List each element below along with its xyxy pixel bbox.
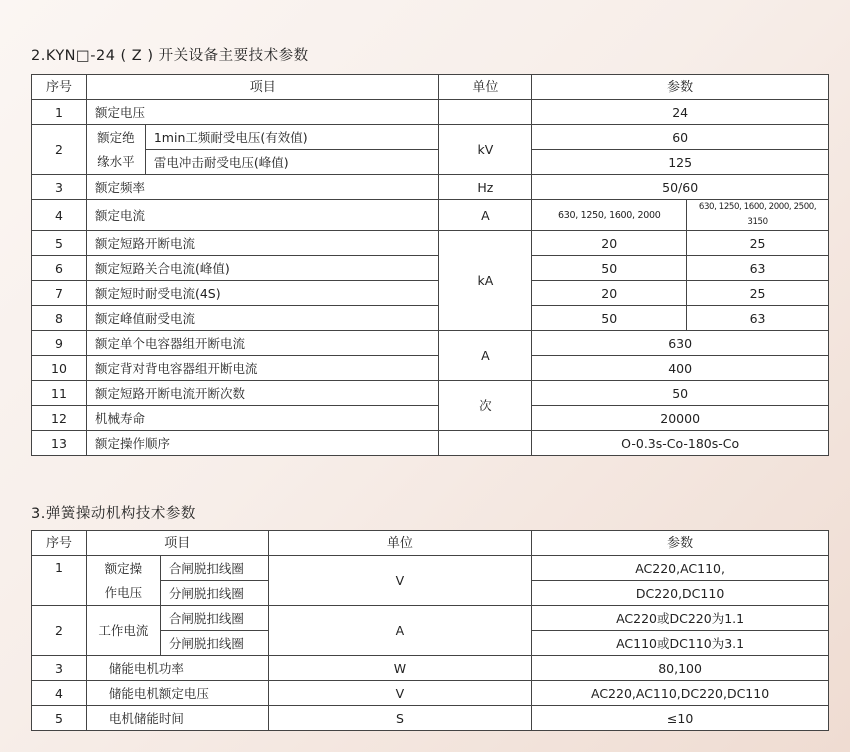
row-value: 50/60 [532,175,829,200]
row-no: 10 [32,356,87,381]
row-item: 额定短路关合电流(峰值) [86,256,439,281]
switchgear-params-table [31,74,829,456]
table-row [32,431,829,456]
row-no: 2 [32,606,87,656]
row-value-line1: AC220,AC110, [532,556,829,581]
row-value: AC220,AC110,DC220,DC110 [532,681,829,706]
table-row [32,125,829,150]
table-row [32,406,829,431]
row-group-label: 额定绝 缘水平 [86,125,145,175]
row-value-b: 630, 1250, 1600, 2000, 2500, 3150 [687,200,829,231]
row-value: AC220或DC220为1.1 [532,606,829,631]
row-value: O-0.3s-Co-180s-Co [532,431,829,456]
row-no: 9 [32,331,87,356]
row-no: 5 [32,231,87,256]
table-row [32,356,829,381]
row-unit: kV [439,125,532,175]
row-unit: kA [439,231,532,331]
row-item: 储能电机额定电压 [86,681,268,706]
row-value: ≤10 [532,706,829,731]
row-no: 7 [32,281,87,306]
table-row [32,331,829,356]
row-unit: A [439,331,532,381]
table-row [32,175,829,200]
row-unit: V [268,556,532,606]
row-item: 额定单个电容器组开断电流 [86,331,439,356]
row-unit: V [268,681,532,706]
row-no: 2 [32,125,87,175]
row-value: AC110或DC110为3.1 [532,631,829,656]
col-header-item: 项目 [86,75,439,100]
col-header-params: 参数 [532,531,829,556]
row-item: 额定短时耐受电流(4S) [86,281,439,306]
row-item: 电机储能时间 [86,706,268,731]
spring-mechanism-table [31,530,829,731]
row-group-label: 工作电流 [86,606,160,656]
table-row [32,556,829,581]
row-subitem: 分闸脱扣线圈 [160,581,268,606]
row-item: 额定峰值耐受电流 [86,306,439,331]
row-subitem: 雷电冲击耐受电压(峰值) [145,150,439,175]
table-row [32,706,829,731]
row-value-a: 50 [532,306,687,331]
row-value-a: 20 [532,281,687,306]
row-value-a: 50 [532,256,687,281]
table-row [32,381,829,406]
table-row [32,281,829,306]
table1-title: 2.KYN□-24 ( Z ) 开关设备主要技术参数 [31,48,309,64]
table-row [32,100,829,125]
row-subitem: 合闸脱扣线圈 [160,556,268,581]
row-item: 额定频率 [86,175,439,200]
row-value: 80,100 [532,656,829,681]
col-header-item: 项目 [86,531,268,556]
row-unit: W [268,656,532,681]
row-no: 5 [32,706,87,731]
row-value-b: 25 [687,231,829,256]
row-subitem: 分闸脱扣线圈 [160,631,268,656]
row-subitem: 合闸脱扣线圈 [160,606,268,631]
row-value: 24 [532,100,829,125]
row-item: 额定电压 [86,100,439,125]
row-unit: Hz [439,175,532,200]
table-row [32,656,829,681]
row-no: 4 [32,200,87,231]
col-header-unit: 单位 [268,531,532,556]
row-unit: 次 [439,381,532,431]
row-no: 4 [32,681,87,706]
row-unit: A [268,606,532,656]
row-subitem: 1min工频耐受电压(有效值) [145,125,439,150]
row-value: 630 [532,331,829,356]
col-header-no: 序号 [32,531,87,556]
table2-title: 3.弹簧操动机构技术参数 [31,506,196,522]
row-value-b: 25 [687,281,829,306]
table-row [32,231,829,256]
table-row [32,306,829,331]
row-value: 125 [532,150,829,175]
row-item: 额定操作顺序 [86,431,439,456]
row-item: 额定背对背电容器组开断电流 [86,356,439,381]
row-no: 8 [32,306,87,331]
row-no: 12 [32,406,87,431]
row-item: 机械寿命 [86,406,439,431]
row-value: 400 [532,356,829,381]
row-item: 额定短路开断电流 [86,231,439,256]
col-header-unit: 单位 [439,75,532,100]
row-item: 额定短路开断电流开断次数 [86,381,439,406]
col-header-no: 序号 [32,75,87,100]
col-header-params: 参数 [532,75,829,100]
row-value-b: 63 [687,256,829,281]
row-unit: S [268,706,532,731]
table-header-row [32,75,829,100]
row-no: 3 [32,175,87,200]
row-item: 储能电机功率 [86,656,268,681]
row-value-a: 20 [532,231,687,256]
row-unit [439,100,532,125]
table-header-row [32,531,829,556]
row-no: 3 [32,656,87,681]
row-unit: A [439,200,532,231]
row-no: 13 [32,431,87,456]
row-group-label: 额定操 作电压 [86,556,160,606]
table-row [32,200,829,231]
row-value-line2: DC220,DC110 [532,581,829,606]
row-value: 60 [532,125,829,150]
row-no: 1 [32,100,87,125]
row-no: 11 [32,381,87,406]
table-row [32,256,829,281]
row-value-b: 63 [687,306,829,331]
table-row [32,606,829,631]
row-value: 20000 [532,406,829,431]
row-value-a: 630, 1250, 1600, 2000 [532,200,687,231]
row-value: 50 [532,381,829,406]
row-item: 额定电流 [86,200,439,231]
row-unit [439,431,532,456]
row-no: 6 [32,256,87,281]
table-row [32,150,829,175]
table-row [32,681,829,706]
row-no: 1 [32,556,87,606]
